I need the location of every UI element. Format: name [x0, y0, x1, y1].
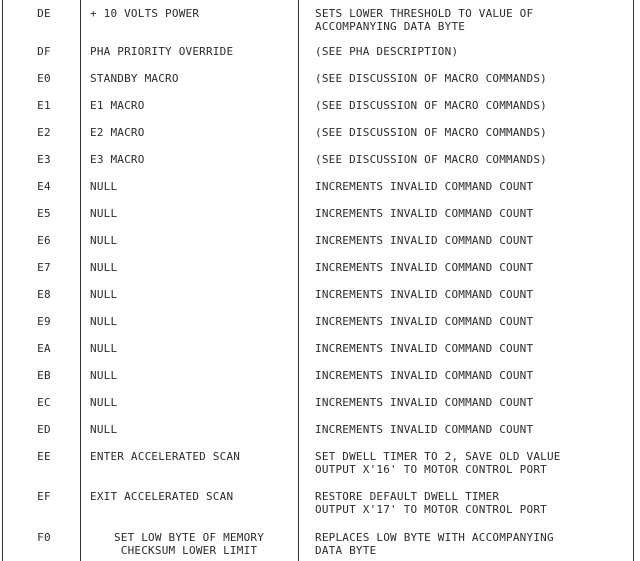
command-name: E2 MACRO: [90, 126, 145, 139]
command-description: INCREMENTS INVALID COMMAND COUNT: [315, 396, 534, 409]
command-name: PHA PRIORITY OVERRIDE: [90, 45, 234, 58]
command-name: NULL: [90, 234, 118, 247]
command-code: E6: [37, 234, 51, 247]
command-name: NULL: [90, 180, 118, 193]
command-code: E7: [37, 261, 51, 274]
command-description: INCREMENTS INVALID COMMAND COUNT: [315, 288, 534, 301]
command-description: INCREMENTS INVALID COMMAND COUNT: [315, 207, 534, 220]
command-code: EC: [37, 396, 51, 409]
command-description: (SEE DISCUSSION OF MACRO COMMANDS): [315, 72, 547, 85]
command-description: INCREMENTS INVALID COMMAND COUNT: [315, 261, 534, 274]
command-description: (SEE DISCUSSION OF MACRO COMMANDS): [315, 153, 547, 166]
command-name: + 10 VOLTS POWER: [90, 7, 200, 20]
command-code: EF: [37, 490, 51, 503]
command-description: (SEE DISCUSSION OF MACRO COMMANDS): [315, 126, 547, 139]
command-description: INCREMENTS INVALID COMMAND COUNT: [315, 369, 534, 382]
command-code: E5: [37, 207, 51, 220]
command-description: REPLACES LOW BYTE WITH ACCOMPANYING DATA BYTE: [315, 531, 554, 557]
command-name: STANDBY MACRO: [90, 72, 179, 85]
command-code: E8: [37, 288, 51, 301]
command-name: NULL: [90, 369, 118, 382]
command-description: SET DWELL TIMER TO 2, SAVE OLD VALUE OUTPUT X'16' TO MOTOR CONTROL PORT: [315, 450, 561, 476]
command-name: ENTER ACCELERATED SCAN: [90, 450, 241, 463]
command-description: (SEE DISCUSSION OF MACRO COMMANDS): [315, 99, 547, 112]
command-code: EB: [37, 369, 51, 382]
command-name: NULL: [90, 315, 118, 328]
command-name: NULL: [90, 261, 118, 274]
command-code: E3: [37, 153, 51, 166]
command-code: E0: [37, 72, 51, 85]
command-name: SET LOW BYTE OF MEMORY CHECKSUM LOWER LIMIT: [113, 531, 265, 557]
command-description: INCREMENTS INVALID COMMAND COUNT: [315, 423, 534, 436]
command-code: EA: [37, 342, 51, 355]
command-name: NULL: [90, 396, 118, 409]
command-description: (SEE PHA DESCRIPTION): [315, 45, 459, 58]
command-description: INCREMENTS INVALID COMMAND COUNT: [315, 180, 534, 193]
command-description: SETS LOWER THRESHOLD TO VALUE OF ACCOMPANYING DATA BYTE: [315, 7, 534, 33]
command-code: EE: [37, 450, 51, 463]
command-description: INCREMENTS INVALID COMMAND COUNT: [315, 342, 534, 355]
command-code: DF: [37, 45, 51, 58]
command-code: DE: [37, 7, 51, 20]
command-name: NULL: [90, 342, 118, 355]
command-code: E4: [37, 180, 51, 193]
command-description: RESTORE DEFAULT DWELL TIMER OUTPUT X'17' TO MOTOR CONTROL PORT: [315, 490, 547, 516]
column-divider-name: [298, 0, 299, 561]
command-name: E3 MACRO: [90, 153, 145, 166]
command-description: INCREMENTS INVALID COMMAND COUNT: [315, 234, 534, 247]
command-code: E9: [37, 315, 51, 328]
command-name: NULL: [90, 423, 118, 436]
command-description: INCREMENTS INVALID COMMAND COUNT: [315, 315, 534, 328]
command-name: NULL: [90, 207, 118, 220]
column-divider-right: [633, 0, 634, 561]
command-code: ED: [37, 423, 51, 436]
command-name: EXIT ACCELERATED SCAN: [90, 490, 234, 503]
command-code: F0: [37, 531, 51, 544]
command-code: E2: [37, 126, 51, 139]
command-name: NULL: [90, 288, 118, 301]
command-code: E1: [37, 99, 51, 112]
command-name: E1 MACRO: [90, 99, 145, 112]
